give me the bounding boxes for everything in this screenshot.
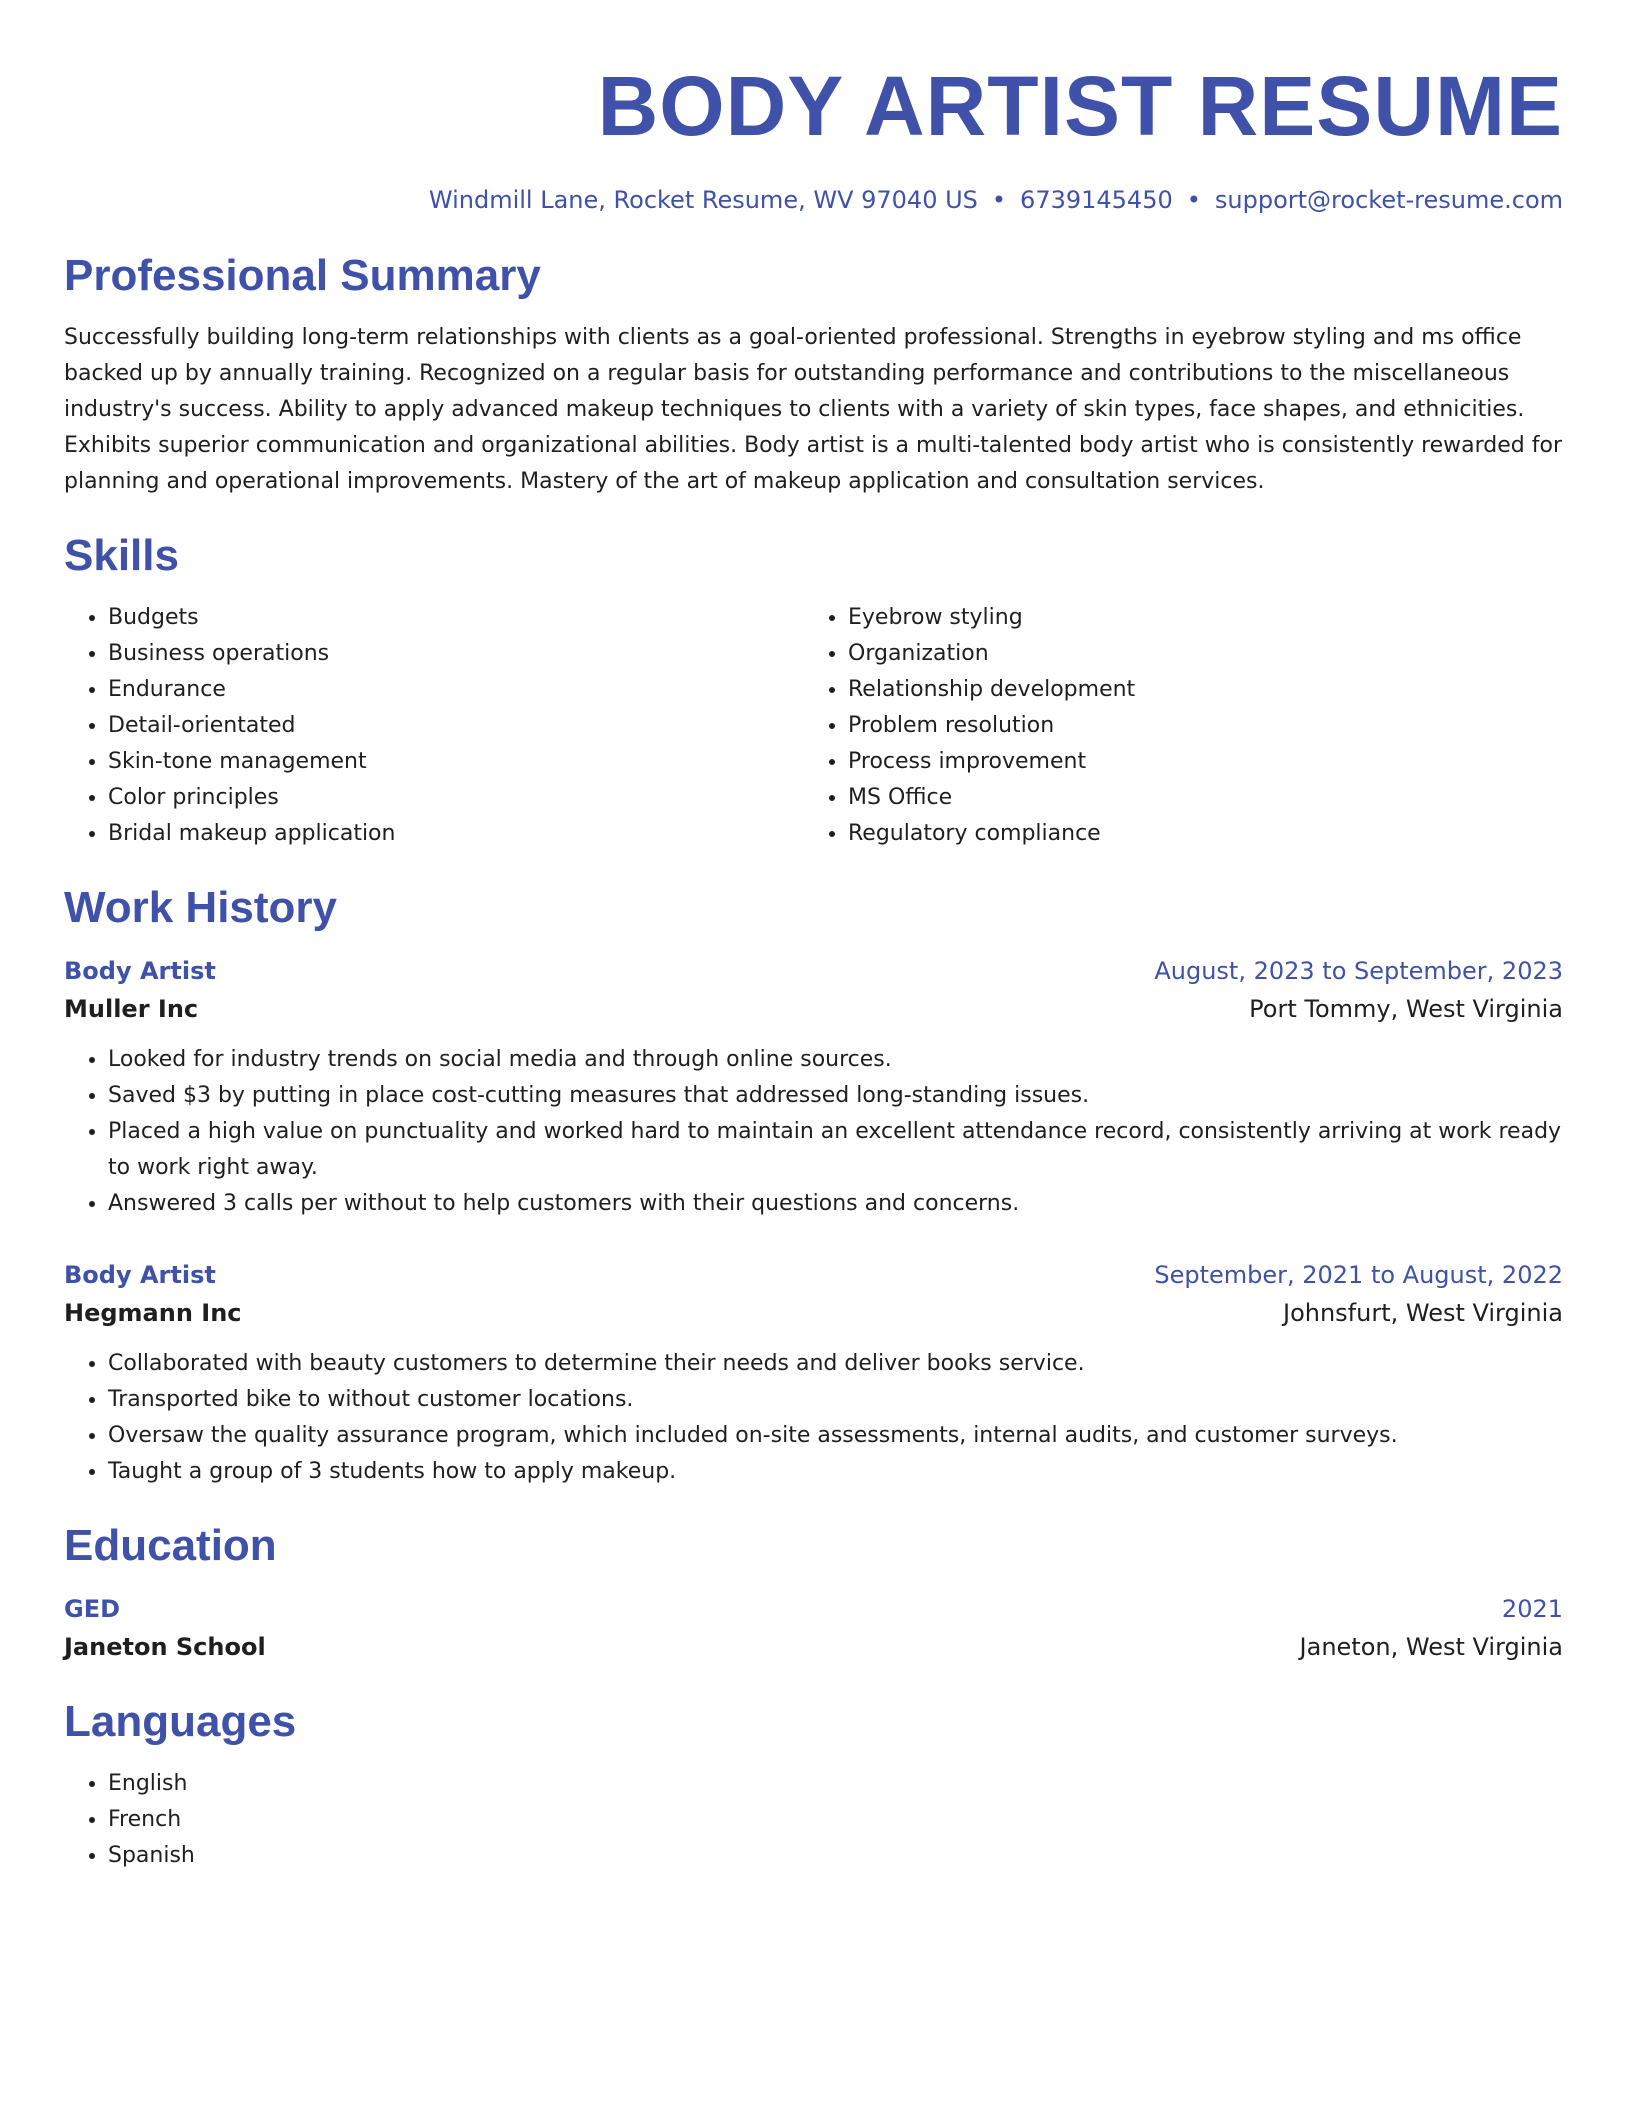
skill-item: • Regulatory compliance — [848, 816, 1544, 852]
job-bullet: • Placed a high value on punctuality and worked hard to maintain an excellent attendance record, consistently arriving at work ready to work right away. — [108, 1114, 1563, 1186]
skill-item: • Relationship development — [848, 672, 1544, 708]
contact-separator: • — [1186, 186, 1201, 214]
job-location: Port Tommy, West Virginia — [1249, 995, 1563, 1023]
education-section — [64, 1521, 1563, 1666]
job-title: Body Artist — [64, 957, 216, 985]
languages-section — [64, 1697, 1563, 1874]
job-bullets — [64, 1346, 1563, 1490]
resume-page — [64, 0, 1563, 1874]
skills-column-left — [64, 600, 804, 852]
job-header — [64, 1256, 1563, 1294]
job-entry — [64, 1256, 1563, 1490]
skills-column-right — [804, 600, 1544, 852]
contact-phone: 6739145450 — [1020, 186, 1173, 214]
job-bullet: • Answered 3 calls per without to help customers with their questions and concerns. — [108, 1186, 1563, 1222]
contact-separator: • — [991, 186, 1007, 214]
education-school: Janeton School — [64, 1633, 266, 1661]
education-entry — [64, 1590, 1563, 1666]
job-company: Muller Inc — [64, 995, 199, 1023]
skill-item: • Problem resolution — [848, 708, 1544, 744]
job-bullet: • Collaborated with beauty customers to determine their needs and deliver books service. — [108, 1346, 1563, 1382]
summary-heading: Professional Summary — [64, 251, 541, 300]
job-company: Hegmann Inc — [64, 1299, 242, 1327]
work-history-heading: Work History — [64, 883, 338, 932]
job-entry — [64, 952, 1563, 1222]
skill-item: • Endurance — [108, 672, 804, 708]
education-year: 2021 — [1501, 1595, 1563, 1623]
education-degree: GED — [64, 1595, 121, 1623]
job-bullet: • Taught a group of 3 students how to apply makeup. — [108, 1454, 1563, 1490]
languages-list — [64, 1766, 1563, 1874]
skill-item: • Budgets — [108, 600, 804, 636]
skill-item: • Skin-tone management — [108, 744, 804, 780]
job-subheader — [64, 1294, 1563, 1332]
summary-text: Successfully building long-term relationships with clients as a goal-oriented professional. Strengths in eyebrow styling and ms office backed up by annually training. Recognized on a regular basis for outstanding performance and contributions to the miscellaneous industry's success. Ability to apply advanced makeup techniques to clients with a variety of skin types, face shapes, and ethnicities. Exhibits superior communication and organizational abilities. Body artist is a multi-talented body artist who is consistently rewarded for planning and operational improvements. Mastery of the art of makeup application and consultation services. — [64, 325, 1563, 494]
skill-item: • Bridal makeup application — [108, 816, 804, 852]
job-bullet: • Saved $3 by putting in place cost-cutting measures that addressed long-standing issues. — [108, 1078, 1563, 1114]
skill-item: • MS Office — [848, 780, 1544, 816]
skill-item: • Eyebrow styling — [848, 600, 1544, 636]
language-item: • French — [108, 1802, 1563, 1838]
education-header — [64, 1590, 1563, 1628]
job-bullet: • Transported bike to without customer locations. — [108, 1382, 1563, 1418]
job-title: Body Artist — [64, 1261, 216, 1289]
skill-item: • Organization — [848, 636, 1544, 672]
skill-item: • Process improvement — [848, 744, 1544, 780]
job-bullet: • Oversaw the quality assurance program, which included on-site assessments, internal audits, and customer surveys. — [108, 1418, 1563, 1454]
language-item: • English — [108, 1766, 1563, 1802]
language-item: • Spanish — [108, 1838, 1563, 1874]
languages-heading: Languages — [64, 1697, 297, 1746]
contact-email: support@rocket-resume.com — [1214, 186, 1563, 214]
summary-section — [64, 251, 1563, 500]
job-dates: August, 2023 to September, 2023 — [1154, 957, 1563, 985]
contact-address: Windmill Lane, Rocket Resume, WV 97040 US — [428, 186, 978, 214]
skill-item: • Detail-orientated — [108, 708, 804, 744]
job-location: Johnsfurt, West Virginia — [1282, 1299, 1563, 1327]
education-location: Janeton, West Virginia — [1299, 1633, 1563, 1661]
education-subheader — [64, 1628, 1563, 1666]
skill-item: • Color principles — [108, 780, 804, 816]
skill-item: • Business operations — [108, 636, 804, 672]
education-heading: Education — [64, 1521, 277, 1570]
job-dates: September, 2021 to August, 2022 — [1154, 1261, 1563, 1289]
resume-title: BODY ARTIST RESUME — [597, 59, 1563, 153]
job-bullet: • Looked for industry trends on social media and through online sources. — [108, 1042, 1563, 1078]
skills-columns — [64, 600, 1563, 852]
job-header — [64, 952, 1563, 990]
work-history-section — [64, 883, 1563, 1490]
job-subheader — [64, 990, 1563, 1028]
job-bullets — [64, 1042, 1563, 1222]
contact-line — [64, 186, 1563, 214]
skills-section — [64, 531, 1563, 852]
skills-heading: Skills — [64, 531, 179, 580]
